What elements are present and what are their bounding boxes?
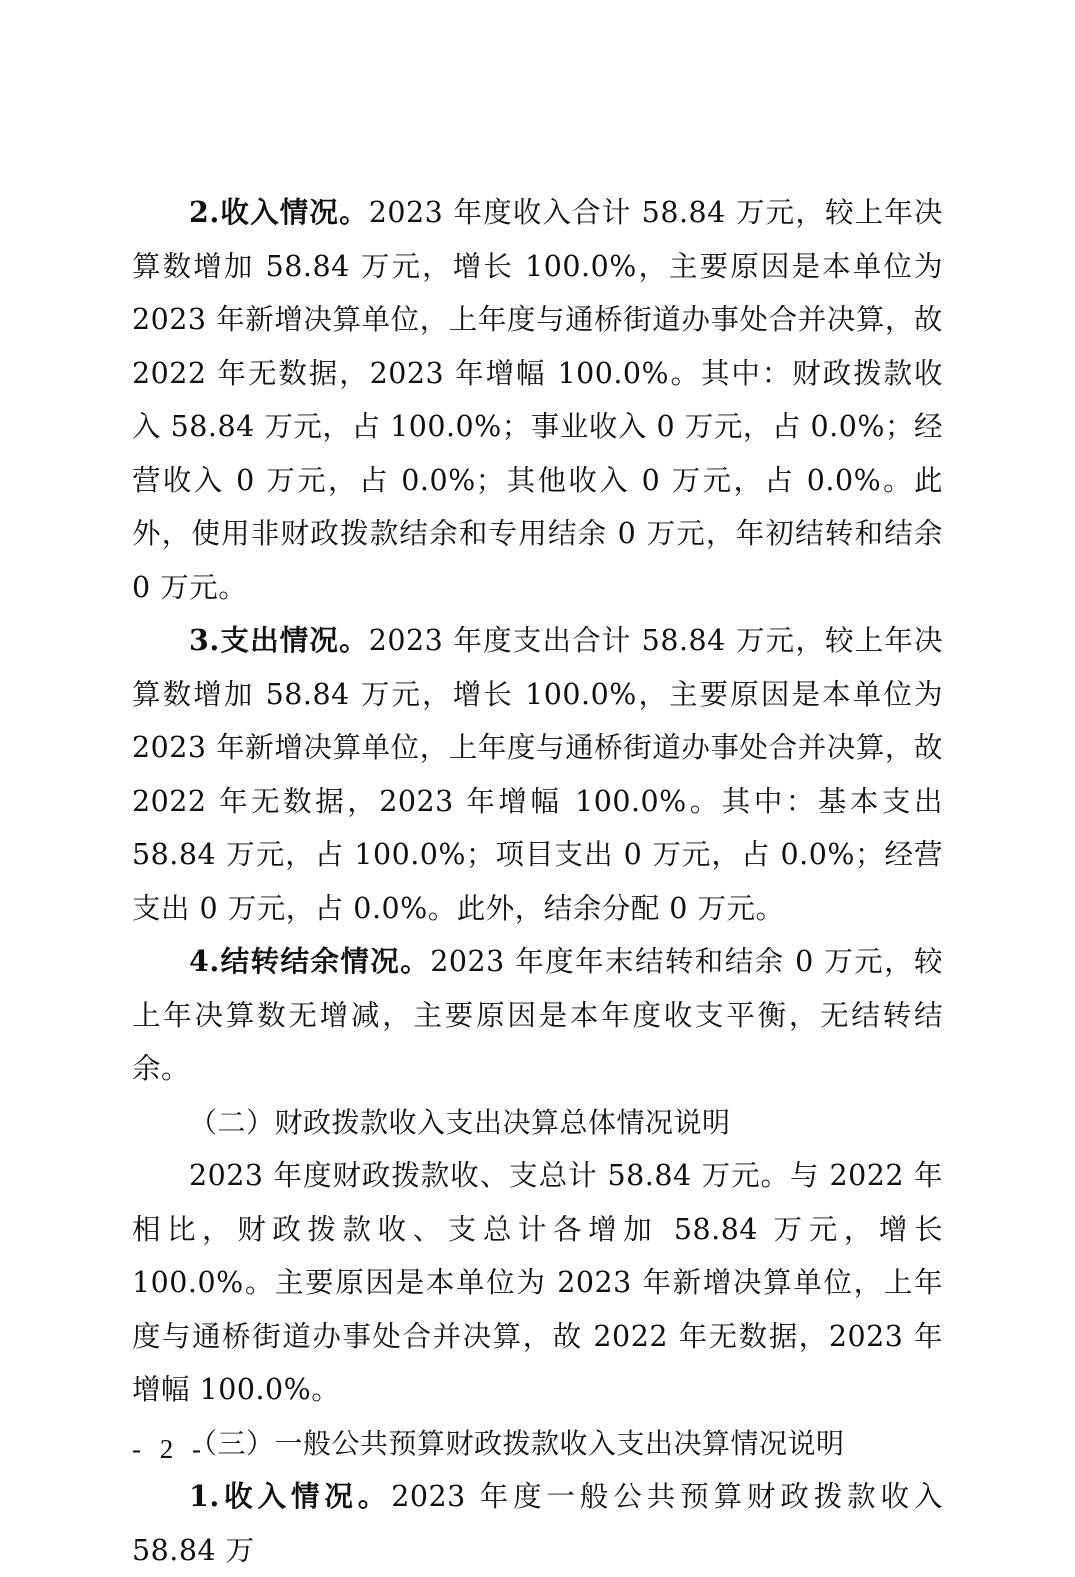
paragraph-lead: 1.收入情况。 xyxy=(189,1479,392,1513)
paragraph-fiscal-overview xyxy=(132,1149,943,1417)
paragraph-lead: 4.结转结余情况。 xyxy=(189,944,431,978)
paragraph-text: 2023 年度财政拨款收、支总计 58.84 万元。与 2022 年相比，财政拨款收、支总计各增加 58.84 万元，增长 100.0%。主要原因是本单位为 2023 年新增决算单位，上年度与通桥街道办事处合并决算，故 2022 年无数据，2023 年增幅 100.0%。 xyxy=(132,1159,943,1406)
paragraph-income xyxy=(132,186,943,614)
paragraph-text: 2023 年度年末结转和结余 0 万元，较上年决算数无增减，主要原因是本年度收支平衡，无结转结余。 xyxy=(132,945,943,1085)
paragraph-lead: 3.支出情况。 xyxy=(189,623,369,657)
page-number: - 2 - xyxy=(132,1434,207,1464)
document-body xyxy=(132,186,943,1577)
paragraph-text: 2023 年度支出合计 58.84 万元，较上年决算数增加 58.84 万元，增长 100.0%，主要原因是本单位为 2023 年新增决算单位，上年度与通桥街道办事处合并决算，故 2022 年无数据，2023 年增幅 100.0%。其中：基本支出 58.84 万元，占 100.0%；项目支出 0 万元，占 0.0%；经营支出 0 万元，占 0.0%。此外，结余分配 0 万元。 xyxy=(132,624,943,925)
paragraph-text: 2023 年度一般公共预算财政拨款收入 58.84 万 xyxy=(132,1480,943,1567)
paragraph-text: 2023 年度收入合计 58.84 万元，较上年决算数增加 58.84 万元，增长 100.0%，主要原因是本单位为 2023 年新增决算单位，上年度与通桥街道办事处合并决算，故 2022 年无数据，2023 年增幅 100.0%。其中：财政拨款收入 58.84 万元，占 100.0%；事业收入 0 万元，占 0.0%；经营收入 0 万元，占 0.0%；其他收入 0 万元，占 0.0%。此外，使用非财政拨款结余和专用结余 0 万元，年初结转和结余 0 万元。 xyxy=(132,196,943,604)
paragraph-general-budget-income xyxy=(132,1470,943,1577)
section-heading-fiscal-overview: （二）财政拨款收入支出决算总体情况说明 xyxy=(189,1105,731,1139)
paragraph-expenditure xyxy=(132,614,943,935)
paragraph-lead: 2.收入情况。 xyxy=(189,195,369,229)
section-heading-general-budget: （三）一般公共预算财政拨款收入支出决算情况说明 xyxy=(189,1426,845,1460)
paragraph-carryover xyxy=(132,935,943,1096)
